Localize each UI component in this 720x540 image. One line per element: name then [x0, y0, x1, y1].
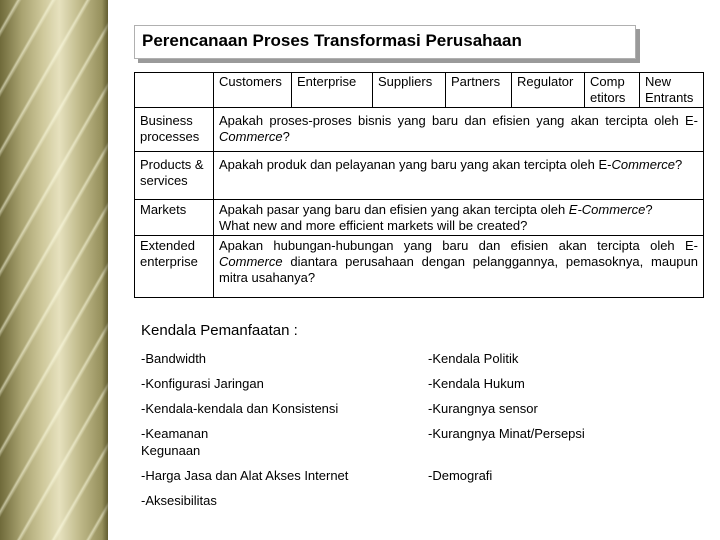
row-label: Extended enterprise [135, 236, 214, 298]
header-suppliers: Suppliers [373, 73, 446, 108]
header-customers: Customers [214, 73, 292, 108]
row-description: Apakah pasar yang baru dan efisien yang akan tercipta oleh E-Commerce? What new and more efficient markets will be created? [214, 200, 704, 236]
row-description: Apakah produk dan pelayanan yang baru yang akan tercipta oleh E-Commerce? [214, 152, 704, 200]
list-item: -Konfigurasi Jaringan [141, 376, 264, 391]
list-item: -Bandwidth [141, 351, 207, 366]
list-item: -Kendala Hukum [428, 376, 525, 391]
table-header-row [135, 73, 704, 108]
table-row [135, 236, 704, 298]
list-item: -Kendala Politik [428, 351, 519, 366]
list-item: -Demografi [428, 468, 493, 483]
list-item: -Kendala-kendala dan Konsistensi [141, 401, 339, 416]
header-enterprise: Enterprise [292, 73, 373, 108]
table-row [135, 200, 704, 236]
title-box [134, 25, 636, 59]
list-item: Kegunaan [141, 443, 201, 458]
row-description: Apakah proses-proses bisnis yang baru dan efisien yang akan tercipta oleh E-Commerce? [214, 108, 704, 152]
row-label: Products & services [135, 152, 214, 200]
list-item: -Harga Jasa dan Alat Akses Internet [141, 468, 349, 483]
header-partners: Partners [446, 73, 512, 108]
header-new-entrants: New Entrants [640, 73, 704, 108]
row-label: Business processes [135, 108, 214, 152]
decorative-stripe-border [0, 0, 108, 540]
row-description: Apakan hubungan-hubungan yang baru dan efisien akan tercipta oleh E-Commerce diantara perusahaan dengan pelanggannya, pemasoknya, maupun mitra usahanya? [214, 236, 704, 298]
list-item: -Keamanan [141, 426, 209, 441]
table-row [135, 152, 704, 200]
list-item: -Aksesibilitas [141, 493, 217, 508]
transformation-table [134, 72, 704, 298]
kendala-heading: Kendala Pemanfaatan : [141, 322, 298, 339]
header-competitors: Comp etitors [585, 73, 640, 108]
empty-corner-cell [135, 73, 214, 108]
list-item: -Kurangnya sensor [428, 401, 538, 416]
page-title: Perencanaan Proses Transformasi Perusahaan [142, 31, 522, 50]
table-row [135, 108, 704, 152]
list-item: -Kurangnya Minat/Persepsi [428, 426, 585, 441]
row-label: Markets [135, 200, 214, 236]
header-regulator: Regulator [512, 73, 585, 108]
